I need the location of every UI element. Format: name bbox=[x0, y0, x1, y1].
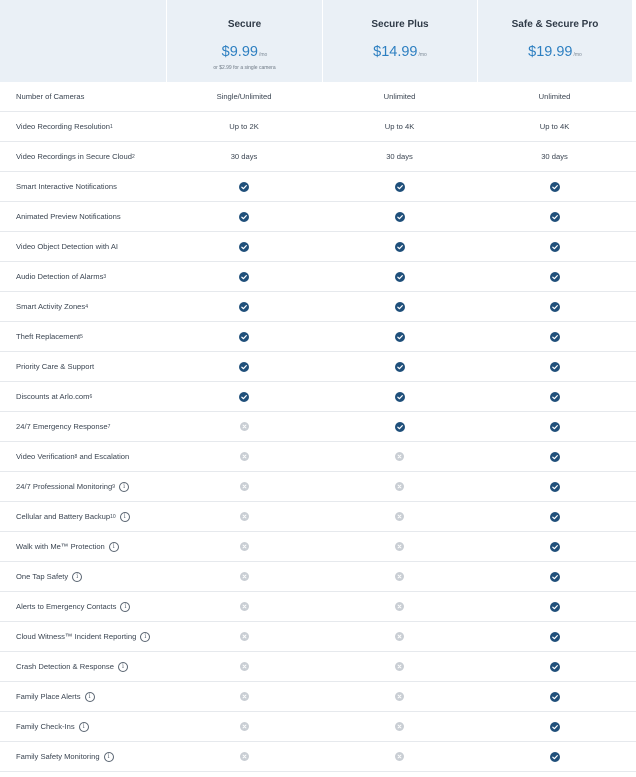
plan-cell bbox=[166, 92, 322, 101]
plan-cell bbox=[166, 122, 322, 131]
plan-cell bbox=[477, 482, 632, 492]
plan-cell bbox=[477, 152, 632, 161]
plan-cell bbox=[166, 422, 322, 431]
plan-cell-value: 30 days bbox=[541, 152, 568, 161]
plan-cell bbox=[477, 332, 632, 342]
plan-cell bbox=[477, 602, 632, 612]
feature-label-text: Discounts at Arlo.com bbox=[16, 392, 90, 401]
feature-label: 24/7 Professional Monitoring 9 i bbox=[0, 482, 166, 492]
feature-label-text: Video Verification bbox=[16, 452, 75, 461]
feature-label-text: Crash Detection & Response bbox=[16, 662, 114, 671]
feature-label: Cellular and Battery Backup 10 i bbox=[0, 512, 166, 522]
check-icon bbox=[550, 512, 560, 522]
check-icon bbox=[239, 272, 249, 282]
plan-cell bbox=[477, 662, 632, 672]
feature-label bbox=[0, 722, 166, 732]
table-row bbox=[0, 652, 636, 682]
check-icon bbox=[395, 332, 405, 342]
plan-cell-value: Unlimited bbox=[383, 92, 416, 101]
plan-cell bbox=[477, 542, 632, 552]
plan-cell bbox=[166, 332, 322, 342]
plan-cell bbox=[322, 182, 477, 192]
plan-cell-value: 30 days bbox=[230, 152, 258, 161]
feature-label: Video Recordings in Secure Cloud 2 bbox=[16, 152, 135, 161]
table-row bbox=[0, 82, 636, 112]
plan-cell bbox=[166, 572, 322, 581]
plan-cell bbox=[477, 362, 632, 372]
feature-label-text: Video Object Detection with AI bbox=[16, 242, 119, 251]
info-icon[interactable]: i bbox=[85, 692, 95, 702]
plan-name: Secure Plus bbox=[371, 19, 429, 30]
table-row bbox=[0, 382, 636, 412]
plan-cell bbox=[166, 152, 322, 161]
check-icon bbox=[239, 212, 249, 222]
plan-cell bbox=[166, 692, 322, 701]
not-included-icon bbox=[395, 482, 404, 491]
check-icon bbox=[550, 332, 560, 342]
check-icon bbox=[239, 302, 249, 312]
feature-label bbox=[0, 542, 166, 552]
not-included-icon bbox=[395, 452, 404, 461]
plan-cell bbox=[166, 302, 322, 312]
plan-price-note: or $2.99 for a single camera bbox=[213, 65, 276, 71]
plan-cell bbox=[477, 302, 632, 312]
table-row bbox=[0, 742, 636, 772]
not-included-icon bbox=[395, 512, 404, 521]
feature-label-text: 24/7 Emergency Response bbox=[16, 422, 108, 431]
check-icon bbox=[239, 242, 249, 252]
not-included-icon bbox=[240, 452, 249, 461]
plan-cell bbox=[477, 422, 632, 432]
info-icon[interactable]: i bbox=[120, 602, 130, 612]
check-icon bbox=[395, 422, 405, 432]
info-icon[interactable]: i bbox=[109, 542, 119, 552]
feature-label-text: Smart Interactive Notifications bbox=[16, 182, 117, 191]
feature-label: Audio Detection of Alarms 3 bbox=[16, 272, 107, 281]
plan-cell bbox=[166, 602, 322, 611]
feature-label: Video Recording Resolution 1 bbox=[16, 122, 113, 131]
table-row bbox=[0, 142, 636, 172]
plan-cell bbox=[322, 92, 477, 101]
plan-cell-value: Single/Unlimited bbox=[216, 92, 272, 101]
plan-cell bbox=[322, 572, 477, 581]
check-icon bbox=[550, 212, 560, 222]
plan-cell bbox=[166, 272, 322, 282]
plan-cell bbox=[322, 662, 477, 671]
table-row bbox=[0, 202, 636, 232]
check-icon bbox=[550, 632, 560, 642]
plan-cell bbox=[166, 512, 322, 521]
plan-cell-value: Unlimited bbox=[538, 92, 571, 101]
not-included-icon bbox=[240, 662, 249, 671]
feature-label: Video Verification 8 and Escalation bbox=[16, 452, 130, 461]
table-row bbox=[0, 562, 636, 592]
feature-label-text: Number of Cameras bbox=[16, 92, 85, 101]
plan-cell bbox=[322, 422, 477, 432]
plan-cell bbox=[322, 122, 477, 131]
plan-cell bbox=[322, 152, 477, 161]
feature-label-text: Walk with Me™ Protection bbox=[16, 542, 105, 551]
plan-cell bbox=[477, 122, 632, 131]
not-included-icon bbox=[395, 692, 404, 701]
feature-label-text: Priority Care & Support bbox=[16, 362, 95, 371]
table-row bbox=[0, 352, 636, 382]
plan-cell-value: Up to 4K bbox=[539, 122, 570, 131]
feature-label: Smart Activity Zones 4 bbox=[16, 302, 88, 311]
plan-price: $14.99/mo bbox=[373, 44, 427, 60]
info-icon[interactable]: i bbox=[104, 752, 114, 762]
feature-label-text: Animated Preview Notifications bbox=[16, 212, 121, 221]
check-icon bbox=[550, 242, 560, 252]
plan-cell bbox=[166, 392, 322, 402]
plan-cell bbox=[477, 752, 632, 762]
check-icon bbox=[395, 302, 405, 312]
not-included-icon bbox=[395, 572, 404, 581]
not-included-icon bbox=[395, 662, 404, 671]
feature-label bbox=[0, 692, 166, 702]
table-row bbox=[0, 682, 636, 712]
not-included-icon bbox=[240, 512, 249, 521]
feature-label bbox=[0, 92, 166, 101]
check-icon bbox=[550, 362, 560, 372]
plan-cell bbox=[166, 752, 322, 761]
table-row bbox=[0, 442, 636, 472]
plan-cell bbox=[166, 182, 322, 192]
info-icon[interactable]: i bbox=[118, 662, 128, 672]
table-header bbox=[0, 0, 636, 82]
plan-cell bbox=[477, 242, 632, 252]
table-row bbox=[0, 412, 636, 442]
plan-cell bbox=[322, 602, 477, 611]
check-icon bbox=[550, 302, 560, 312]
not-included-icon bbox=[395, 602, 404, 611]
plan-cell bbox=[166, 542, 322, 551]
plan-cell bbox=[477, 632, 632, 642]
check-icon bbox=[550, 482, 560, 492]
plan-cell bbox=[322, 242, 477, 252]
not-included-icon bbox=[395, 722, 404, 731]
plan-cell bbox=[166, 632, 322, 641]
not-included-icon bbox=[240, 572, 249, 581]
check-icon bbox=[239, 362, 249, 372]
check-icon bbox=[550, 542, 560, 552]
feature-label: 24/7 Emergency Response 7 bbox=[16, 422, 111, 431]
plan-cell bbox=[477, 212, 632, 222]
feature-label-text: Alerts to Emergency Contacts bbox=[16, 602, 117, 611]
not-included-icon bbox=[240, 602, 249, 611]
feature-label-text: Cellular and Battery Backup bbox=[16, 512, 111, 521]
feature-label bbox=[0, 212, 166, 221]
check-icon bbox=[239, 182, 249, 192]
plan-cell-value: 30 days bbox=[386, 152, 413, 161]
plan-cell bbox=[477, 512, 632, 522]
table-row bbox=[0, 292, 636, 322]
not-included-icon bbox=[240, 542, 249, 551]
table-row bbox=[0, 262, 636, 292]
check-icon bbox=[550, 422, 560, 432]
plan-cell bbox=[322, 212, 477, 222]
feature-label bbox=[0, 752, 166, 762]
plan-cell bbox=[477, 692, 632, 702]
check-icon bbox=[550, 572, 560, 582]
not-included-icon bbox=[240, 722, 249, 731]
info-icon[interactable]: i bbox=[72, 572, 82, 582]
table-row bbox=[0, 172, 636, 202]
check-icon bbox=[395, 362, 405, 372]
feature-label-suffix: and Escalation bbox=[77, 452, 130, 461]
feature-label bbox=[0, 602, 166, 612]
check-icon bbox=[395, 182, 405, 192]
plan-cell bbox=[166, 242, 322, 252]
check-icon bbox=[395, 272, 405, 282]
feature-label-text: Smart Activity Zones bbox=[16, 302, 86, 311]
info-icon[interactable]: i bbox=[120, 512, 130, 522]
plan-cell-value: Up to 2K bbox=[229, 122, 259, 131]
table-row bbox=[0, 532, 636, 562]
plan-cell bbox=[322, 632, 477, 641]
check-icon bbox=[550, 662, 560, 672]
feature-label-text: One Tap Safety bbox=[16, 572, 69, 581]
plan-cell bbox=[166, 212, 322, 222]
check-icon bbox=[395, 242, 405, 252]
plan-cell bbox=[322, 482, 477, 491]
info-icon[interactable]: i bbox=[140, 632, 150, 642]
table-row bbox=[0, 592, 636, 622]
plan-price: $19.99/mo bbox=[528, 44, 582, 60]
plan-cell bbox=[477, 572, 632, 582]
check-icon bbox=[550, 692, 560, 702]
plan-cell bbox=[322, 362, 477, 372]
info-icon[interactable]: i bbox=[119, 482, 129, 492]
plan-cell bbox=[477, 452, 632, 462]
table-row bbox=[0, 712, 636, 742]
feature-label: Theft Replacement 5 bbox=[16, 332, 83, 341]
info-icon[interactable]: i bbox=[79, 722, 89, 732]
plan-header-secure-plus bbox=[322, 0, 477, 82]
check-icon bbox=[550, 722, 560, 732]
plan-name: Secure bbox=[227, 19, 262, 30]
feature-label-text: Family Check-Ins bbox=[16, 722, 75, 731]
table-row bbox=[0, 622, 636, 652]
table-row bbox=[0, 232, 636, 262]
check-icon bbox=[550, 182, 560, 192]
table-row bbox=[0, 472, 636, 502]
plan-cell bbox=[477, 92, 632, 101]
plan-header-safe-secure-pro bbox=[477, 0, 632, 82]
table-row bbox=[0, 502, 636, 532]
plan-cell bbox=[477, 722, 632, 732]
feature-label bbox=[0, 362, 166, 371]
feature-label-text: Video Recordings in Secure Cloud bbox=[16, 152, 132, 161]
plan-cell bbox=[322, 752, 477, 761]
feature-label bbox=[0, 242, 166, 251]
check-icon bbox=[395, 212, 405, 222]
feature-label-text: Family Place Alerts bbox=[16, 692, 81, 701]
plan-cell bbox=[322, 512, 477, 521]
plan-header-secure bbox=[166, 0, 322, 82]
not-included-icon bbox=[240, 692, 249, 701]
not-included-icon bbox=[395, 632, 404, 641]
feature-label bbox=[0, 182, 166, 191]
header-feature-column bbox=[0, 0, 166, 82]
plan-cell bbox=[477, 392, 632, 402]
feature-label: Discounts at Arlo.com 6 bbox=[16, 392, 93, 401]
plan-cell bbox=[322, 302, 477, 312]
plan-cell bbox=[322, 272, 477, 282]
plan-cell bbox=[322, 692, 477, 701]
feature-label-text: Cloud Witness™ Incident Reporting bbox=[16, 632, 137, 641]
plan-cell bbox=[322, 542, 477, 551]
feature-label-text: 24/7 Professional Monitoring bbox=[16, 482, 113, 491]
not-included-icon bbox=[395, 542, 404, 551]
feature-label-text: Audio Detection of Alarms bbox=[16, 272, 104, 281]
not-included-icon bbox=[240, 482, 249, 491]
plan-cell bbox=[166, 482, 322, 491]
feature-label-text: Family Safety Monitoring bbox=[16, 752, 100, 761]
table-row bbox=[0, 322, 636, 352]
not-included-icon bbox=[240, 422, 249, 431]
plan-cell bbox=[477, 182, 632, 192]
check-icon bbox=[550, 272, 560, 282]
plan-cell bbox=[322, 392, 477, 402]
feature-label bbox=[0, 632, 166, 642]
check-icon bbox=[550, 602, 560, 612]
table-row bbox=[0, 112, 636, 142]
feature-rows bbox=[0, 82, 636, 772]
plan-cell bbox=[322, 332, 477, 342]
plan-cell bbox=[166, 722, 322, 731]
feature-label-text: Video Recording Resolution bbox=[16, 122, 110, 131]
plan-cell bbox=[322, 452, 477, 461]
not-included-icon bbox=[395, 752, 404, 761]
check-icon bbox=[550, 452, 560, 462]
plan-name: Safe & Secure Pro bbox=[511, 19, 599, 30]
plan-cell-value: Up to 4K bbox=[384, 122, 415, 131]
check-icon bbox=[550, 392, 560, 402]
plan-cell bbox=[166, 362, 322, 372]
plan-price: $9.99/mo bbox=[221, 44, 268, 60]
not-included-icon bbox=[240, 632, 249, 641]
check-icon bbox=[395, 392, 405, 402]
feature-label bbox=[0, 662, 166, 672]
check-icon bbox=[239, 332, 249, 342]
check-icon bbox=[239, 392, 249, 402]
check-icon bbox=[550, 752, 560, 762]
plan-cell bbox=[477, 272, 632, 282]
plan-cell bbox=[166, 452, 322, 461]
feature-label bbox=[0, 572, 166, 582]
not-included-icon bbox=[240, 752, 249, 761]
plan-cell bbox=[322, 722, 477, 731]
plan-cell bbox=[166, 662, 322, 671]
feature-label-text: Theft Replacement bbox=[16, 332, 81, 341]
